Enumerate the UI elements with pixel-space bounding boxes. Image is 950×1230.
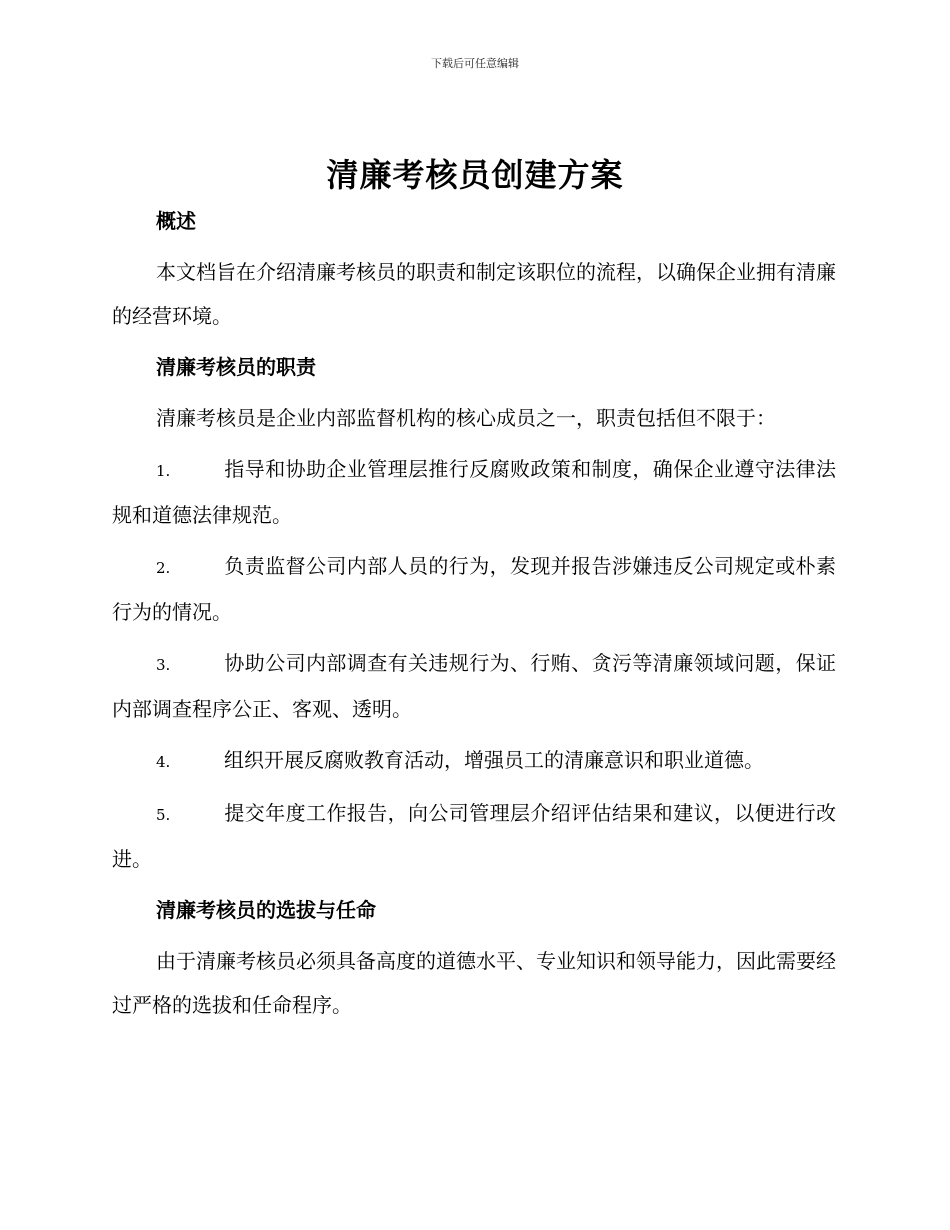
section-paragraph-selection: 由于清廉考核员必须具备高度的道德水平、专业知识和领导能力，因此需要经过严格的选拔和任命程序。 — [112, 949, 836, 1017]
section-heading-overview: 概述 — [156, 209, 196, 233]
document-title: 清廉考核员创建方案 — [326, 156, 624, 194]
list-item-text: 提交年度工作报告，向公司管理层介绍评估结果和建议，以便进行改进。 — [112, 801, 836, 871]
list-item-text: 组织开展反腐败教育活动，增强员工的清廉意识和职业道德。 — [224, 748, 764, 772]
section-paragraph-duties: 清廉考核员是企业内部监督机构的核心成员之一，职责包括但不限于： — [156, 406, 776, 430]
section-heading-duties: 清廉考核员的职责 — [156, 355, 316, 379]
list-item-number: 1. — [156, 462, 171, 480]
list-item — [112, 791, 836, 881]
list-item-number: 2. — [156, 559, 171, 577]
list-item-text: 负责监督公司内部人员的行为，发现并报告涉嫌违反公司规定或朴素行为的情况。 — [112, 554, 836, 624]
page-header-note: 下载后可任意编辑 — [431, 57, 519, 70]
list-item — [112, 447, 836, 537]
list-item — [112, 544, 836, 634]
list-item-text: 指导和协助企业管理层推行反腐败政策和制度，确保企业遵守法律法规和道德法律规范。 — [112, 457, 836, 527]
list-item — [112, 738, 836, 784]
list-item-text: 协助公司内部调查有关违规行为、行贿、贪污等清廉领域问题，保证内部调查程序公正、客观、透明。 — [112, 651, 836, 721]
list-item-number: 4. — [156, 753, 171, 771]
list-item — [112, 641, 836, 731]
list-item-number: 3. — [156, 656, 171, 674]
list-item-number: 5. — [156, 806, 171, 824]
document-body — [112, 199, 836, 1034]
section-heading-selection: 清廉考核员的选拔与任命 — [156, 898, 376, 922]
section-paragraph-overview: 本文档旨在介绍清廉考核员的职责和制定该职位的流程，以确保企业拥有清廉的经营环境。 — [112, 260, 836, 328]
